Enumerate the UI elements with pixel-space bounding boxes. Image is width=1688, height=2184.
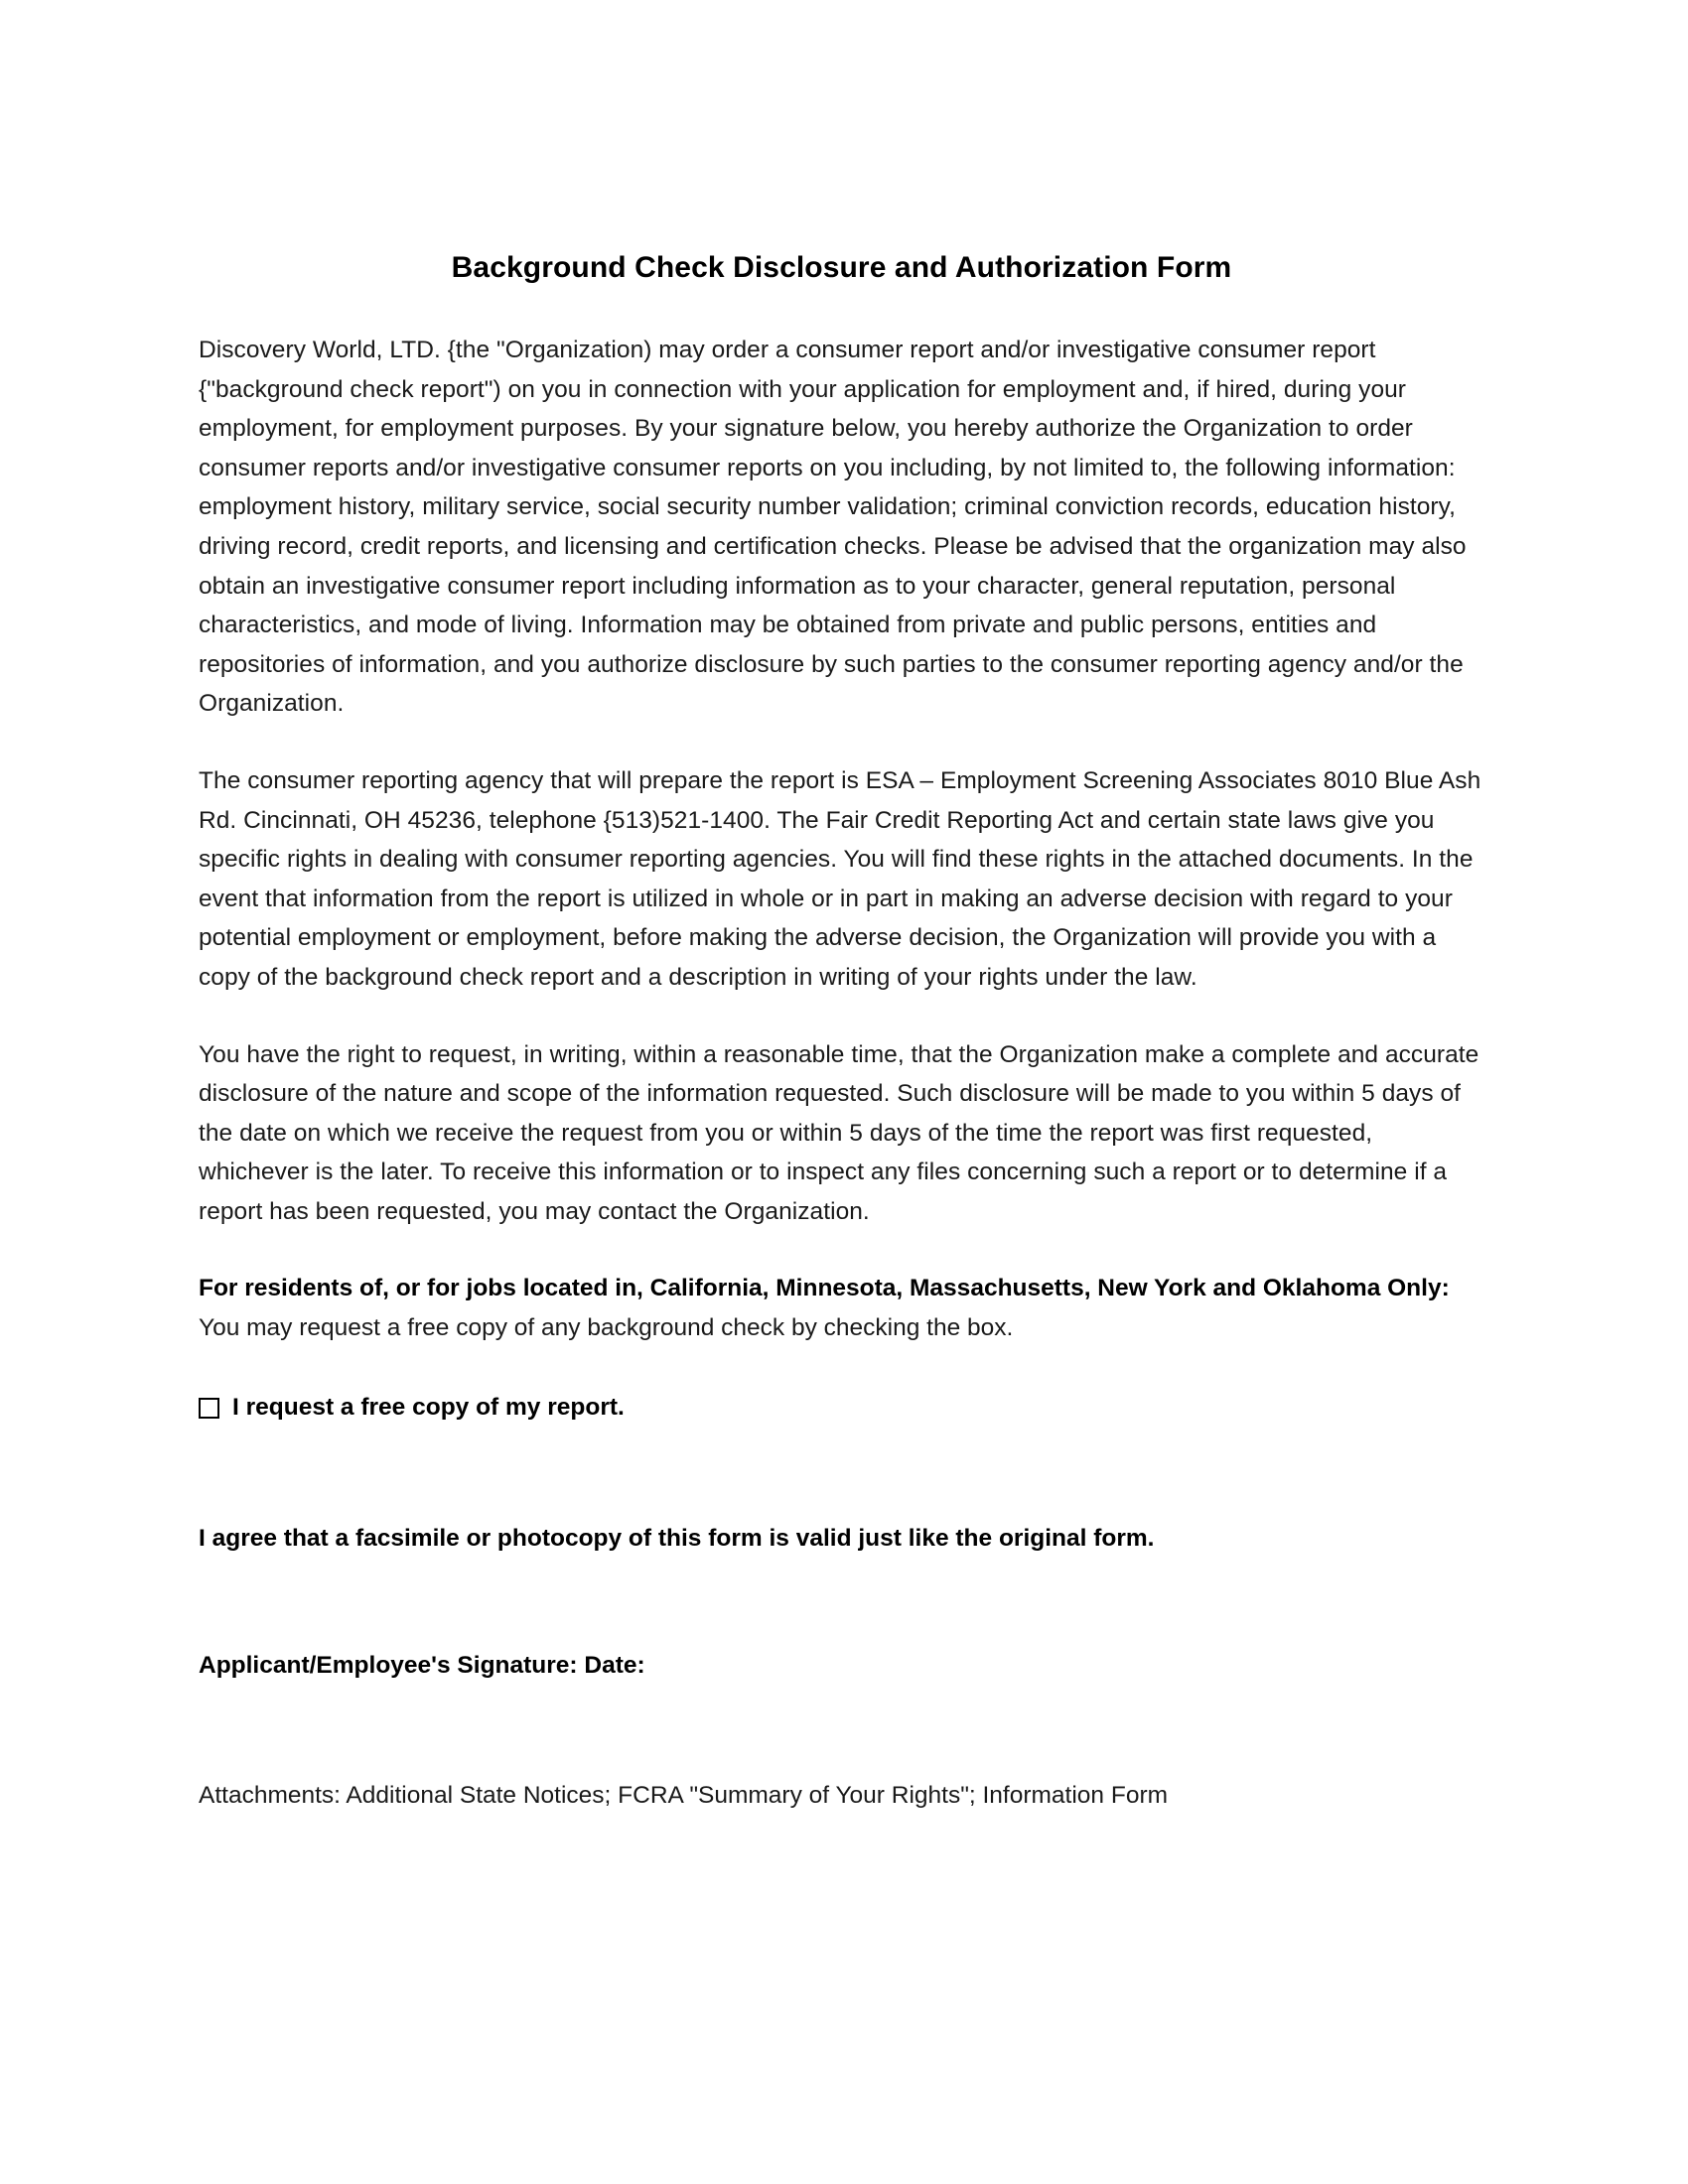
page-title: Background Check Disclosure and Authorization Form: [451, 251, 1232, 284]
state-residents-notice-text: You may request a free copy of any background check by checking the box.: [199, 1314, 1014, 1342]
paragraph-reporting-agency: The consumer reporting agency that will prepare the report is ESA – Employment Screening Associates 8010 Blue Ash Rd. Cincinnati, OH 45236, telephone {513)521-1400. The Fair Credit Reporting Act and certain state laws give you specific rights in dealing with consumer reporting agencies. You will find these rights in the attached documents. In the event that information from the report is utilized in whole or in part in making an adverse decision with regard to your potential employment or employment, before making the adverse decision, the Organization will provide you with a copy of the background check report and a description in writing of your rights under the law.: [199, 766, 1481, 991]
free-copy-request-row[interactable]: [199, 1382, 1484, 1428]
paragraph-right-to-request: You have the right to request, in writing, within a reasonable time, that the Organization make a complete and accurate disclosure of the nature and scope of the information requested. Such disclosure will be made to you within 5 days of the date on which we receive the request from you or within 5 days of the time the report was first requested, whichever is the later. To receive this information or to inspect any files concerning such a report or to determine if a report has been requested, you may contact the Organization.: [199, 1040, 1479, 1225]
state-residents-notice: [199, 1269, 1484, 1347]
checkbox-unchecked-icon[interactable]: [199, 1398, 219, 1419]
signature-date-line: Applicant/Employee's Signature: Date:: [199, 1651, 645, 1679]
paragraph-disclosure: Discovery World, LTD. {the "Organization) may order a consumer report and/or investigative consumer report {"background check report") on you in connection with your application for employment and, if hired, during your employment, for employment purposes. By your signature below, you hereby authorize the Organization to order consumer reports and/or investigative consumer reports on you including, by not limited to, the following information: employment history, military service, social security number validation; criminal conviction records, education history, driving record, credit reports, and licensing and certification checks. Please be advised that the organization may also obtain an investigative consumer report including information as to your character, general reputation, personal characteristics, and mode of living. Information may be obtained from private and public persons, entities and repositories of information, and you authorize disclosure by such parties to the consumer reporting agency and/or the Organization.: [199, 337, 1467, 718]
attachments-line: Attachments: Additional State Notices; FCRA "Summary of Your Rights"; Information Form: [199, 1782, 1169, 1810]
state-residents-notice-lead: For residents of, or for jobs located in, California, Minnesota, Massachusetts, New York and Oklahoma Only:: [199, 1275, 1450, 1302]
free-copy-checkbox-label: I request a free copy of my report.: [232, 1393, 625, 1421]
facsimile-agreement-statement: I agree that a facsimile or photocopy of this form is valid just like the original form.: [199, 1525, 1155, 1553]
